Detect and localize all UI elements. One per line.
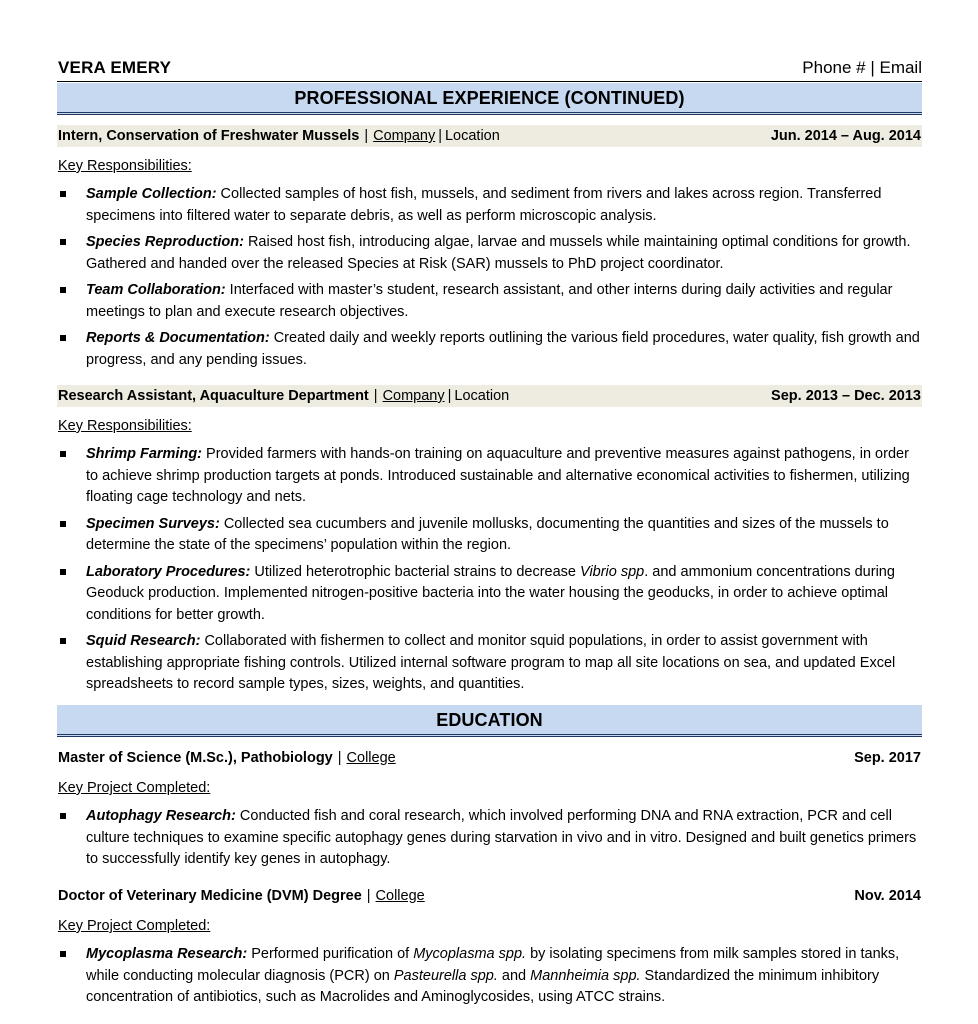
project-list	[57, 944, 922, 1014]
bullet-square-icon	[60, 951, 66, 957]
section-heading-education: EDUCATION	[57, 705, 922, 737]
school-link[interactable]: College	[375, 888, 425, 904]
education-date: Nov. 2014	[854, 888, 921, 904]
job-location: Location	[444, 128, 500, 144]
school-link[interactable]: College	[346, 750, 396, 766]
project-heading: Key Project Completed:	[58, 918, 211, 934]
list-item: Team Collaboration: Interfaced with master’s student, research assistant, and other interns during daily activities and regular meetings to plan and execute research objectives.	[57, 280, 922, 323]
list-item: Sample Collection: Collected samples of host fish, mussels, and sediment from rivers and lakes across region. Transferred specimens into filtered water to separate debris, as well as perform microscopic analysis.	[57, 184, 922, 227]
bullet-square-icon	[60, 569, 66, 575]
list-item: Mycoplasma Research: Performed purification of Mycoplasma spp. by isolating specimens from milk samples stored in tanks, while conducting molecular diagnosis (PCR) on Pasteurella spp. and Mannheimia spp. Standardized the minimum inhibitory concentration of antibiotics, such as Macrolides and Aminoglycosides, using ATCC strains.	[57, 944, 922, 1009]
job-dates: Jun. 2014 – Aug. 2014	[770, 128, 921, 144]
job-title: Intern, Conservation of Freshwater Mussels	[58, 128, 360, 144]
contact-info: Phone # | Email	[802, 58, 922, 77]
bullet-square-icon	[60, 191, 66, 197]
bullet-square-icon	[60, 335, 66, 341]
candidate-name: VERA EMERY	[58, 58, 172, 77]
list-item: Autophagy Research: Conducted fish and coral research, which involved performing DNA and RNA extraction, PCR and cell culture techniques to examine specific autophagy genes during starvation in vivo and in vitro. Designed and built genetics primers to successfully identify key genes in autophagy.	[57, 806, 922, 871]
company-link[interactable]: Company	[373, 128, 436, 144]
job-dates: Sep. 2013 – Dec. 2013	[771, 388, 921, 404]
list-item: Shrimp Farming: Provided farmers with hands-on training on aquaculture and preventive measures against pathogens, in order to achieve shrimp production targets at ponds. Introduced sustainable and alternative economical activities to fishermen, utilizing floating cage technology and nets.	[57, 444, 922, 509]
bullet-square-icon	[60, 239, 66, 245]
resume-header	[57, 58, 922, 81]
degree-title: Master of Science (M.Sc.), Pathobiology	[58, 750, 333, 766]
section-heading-experience: PROFESSIONAL EXPERIENCE (CONTINUED)	[57, 83, 922, 115]
responsibilities-list	[57, 184, 922, 376]
bullet-square-icon	[60, 451, 66, 457]
degree-title: Doctor of Veterinary Medicine (DVM) Degree	[58, 888, 362, 904]
education-heading: Doctor of Veterinary Medicine (DVM) Degree | College Nov. 2014	[57, 885, 922, 907]
responsibilities-list	[57, 444, 922, 701]
job-title: Research Assistant, Aquaculture Department	[58, 388, 369, 404]
list-item: Laboratory Procedures: Utilized heterotrophic bacterial strains to decrease Vibrio spp. and ammonium concentrations during Geoduck production. Implemented nitrogen-positive bacteria into the water housing the geoducks, in order to achieve optimal conditions for better growth.	[57, 562, 922, 627]
bullet-square-icon	[60, 287, 66, 293]
header-rule	[57, 81, 922, 82]
list-item: Specimen Surveys: Collected sea cucumbers and juvenile mollusks, documenting the quantities and sizes of the mussels to determine the state of the specimens’ population within the region.	[57, 514, 922, 557]
job-location: Location	[454, 388, 510, 404]
project-heading: Key Project Completed:	[58, 780, 211, 796]
project-list	[57, 806, 922, 876]
list-item: Species Reproduction: Raised host fish, introducing algae, larvae and mussels while maintaining optimal conditions for growth. Gathered and handed over the released Species at Risk (SAR) mussels to PhD project coordinator.	[57, 232, 922, 275]
bullet-square-icon	[60, 813, 66, 819]
responsibilities-heading: Key Responsibilities:	[58, 418, 192, 434]
education-date: Sep. 2017	[854, 750, 921, 766]
responsibilities-heading: Key Responsibilities:	[58, 158, 192, 174]
bullet-square-icon	[60, 638, 66, 644]
company-link[interactable]: Company	[382, 388, 445, 404]
list-item: Reports & Documentation: Created daily and weekly reports outlining the various field procedures, water quality, fish growth and progress, and any pending issues.	[57, 328, 922, 371]
job-heading: Intern, Conservation of Freshwater Mussels | Company | Location Jun. 2014 – Aug. 2014	[57, 125, 922, 147]
education-heading: Master of Science (M.Sc.), Pathobiology | College Sep. 2017	[57, 747, 922, 769]
job-heading: Research Assistant, Aquaculture Department | Company | Location Sep. 2013 – Dec. 2013	[57, 385, 922, 407]
bullet-square-icon	[60, 521, 66, 527]
list-item: Squid Research: Collaborated with fishermen to collect and monitor squid populations, in order to assist government with establishing appropriate fishing controls. Utilized internal software program to map all site locations on sea, and updated Excel spreadsheets to record sample types, sizes, weights, and quantities.	[57, 631, 922, 696]
